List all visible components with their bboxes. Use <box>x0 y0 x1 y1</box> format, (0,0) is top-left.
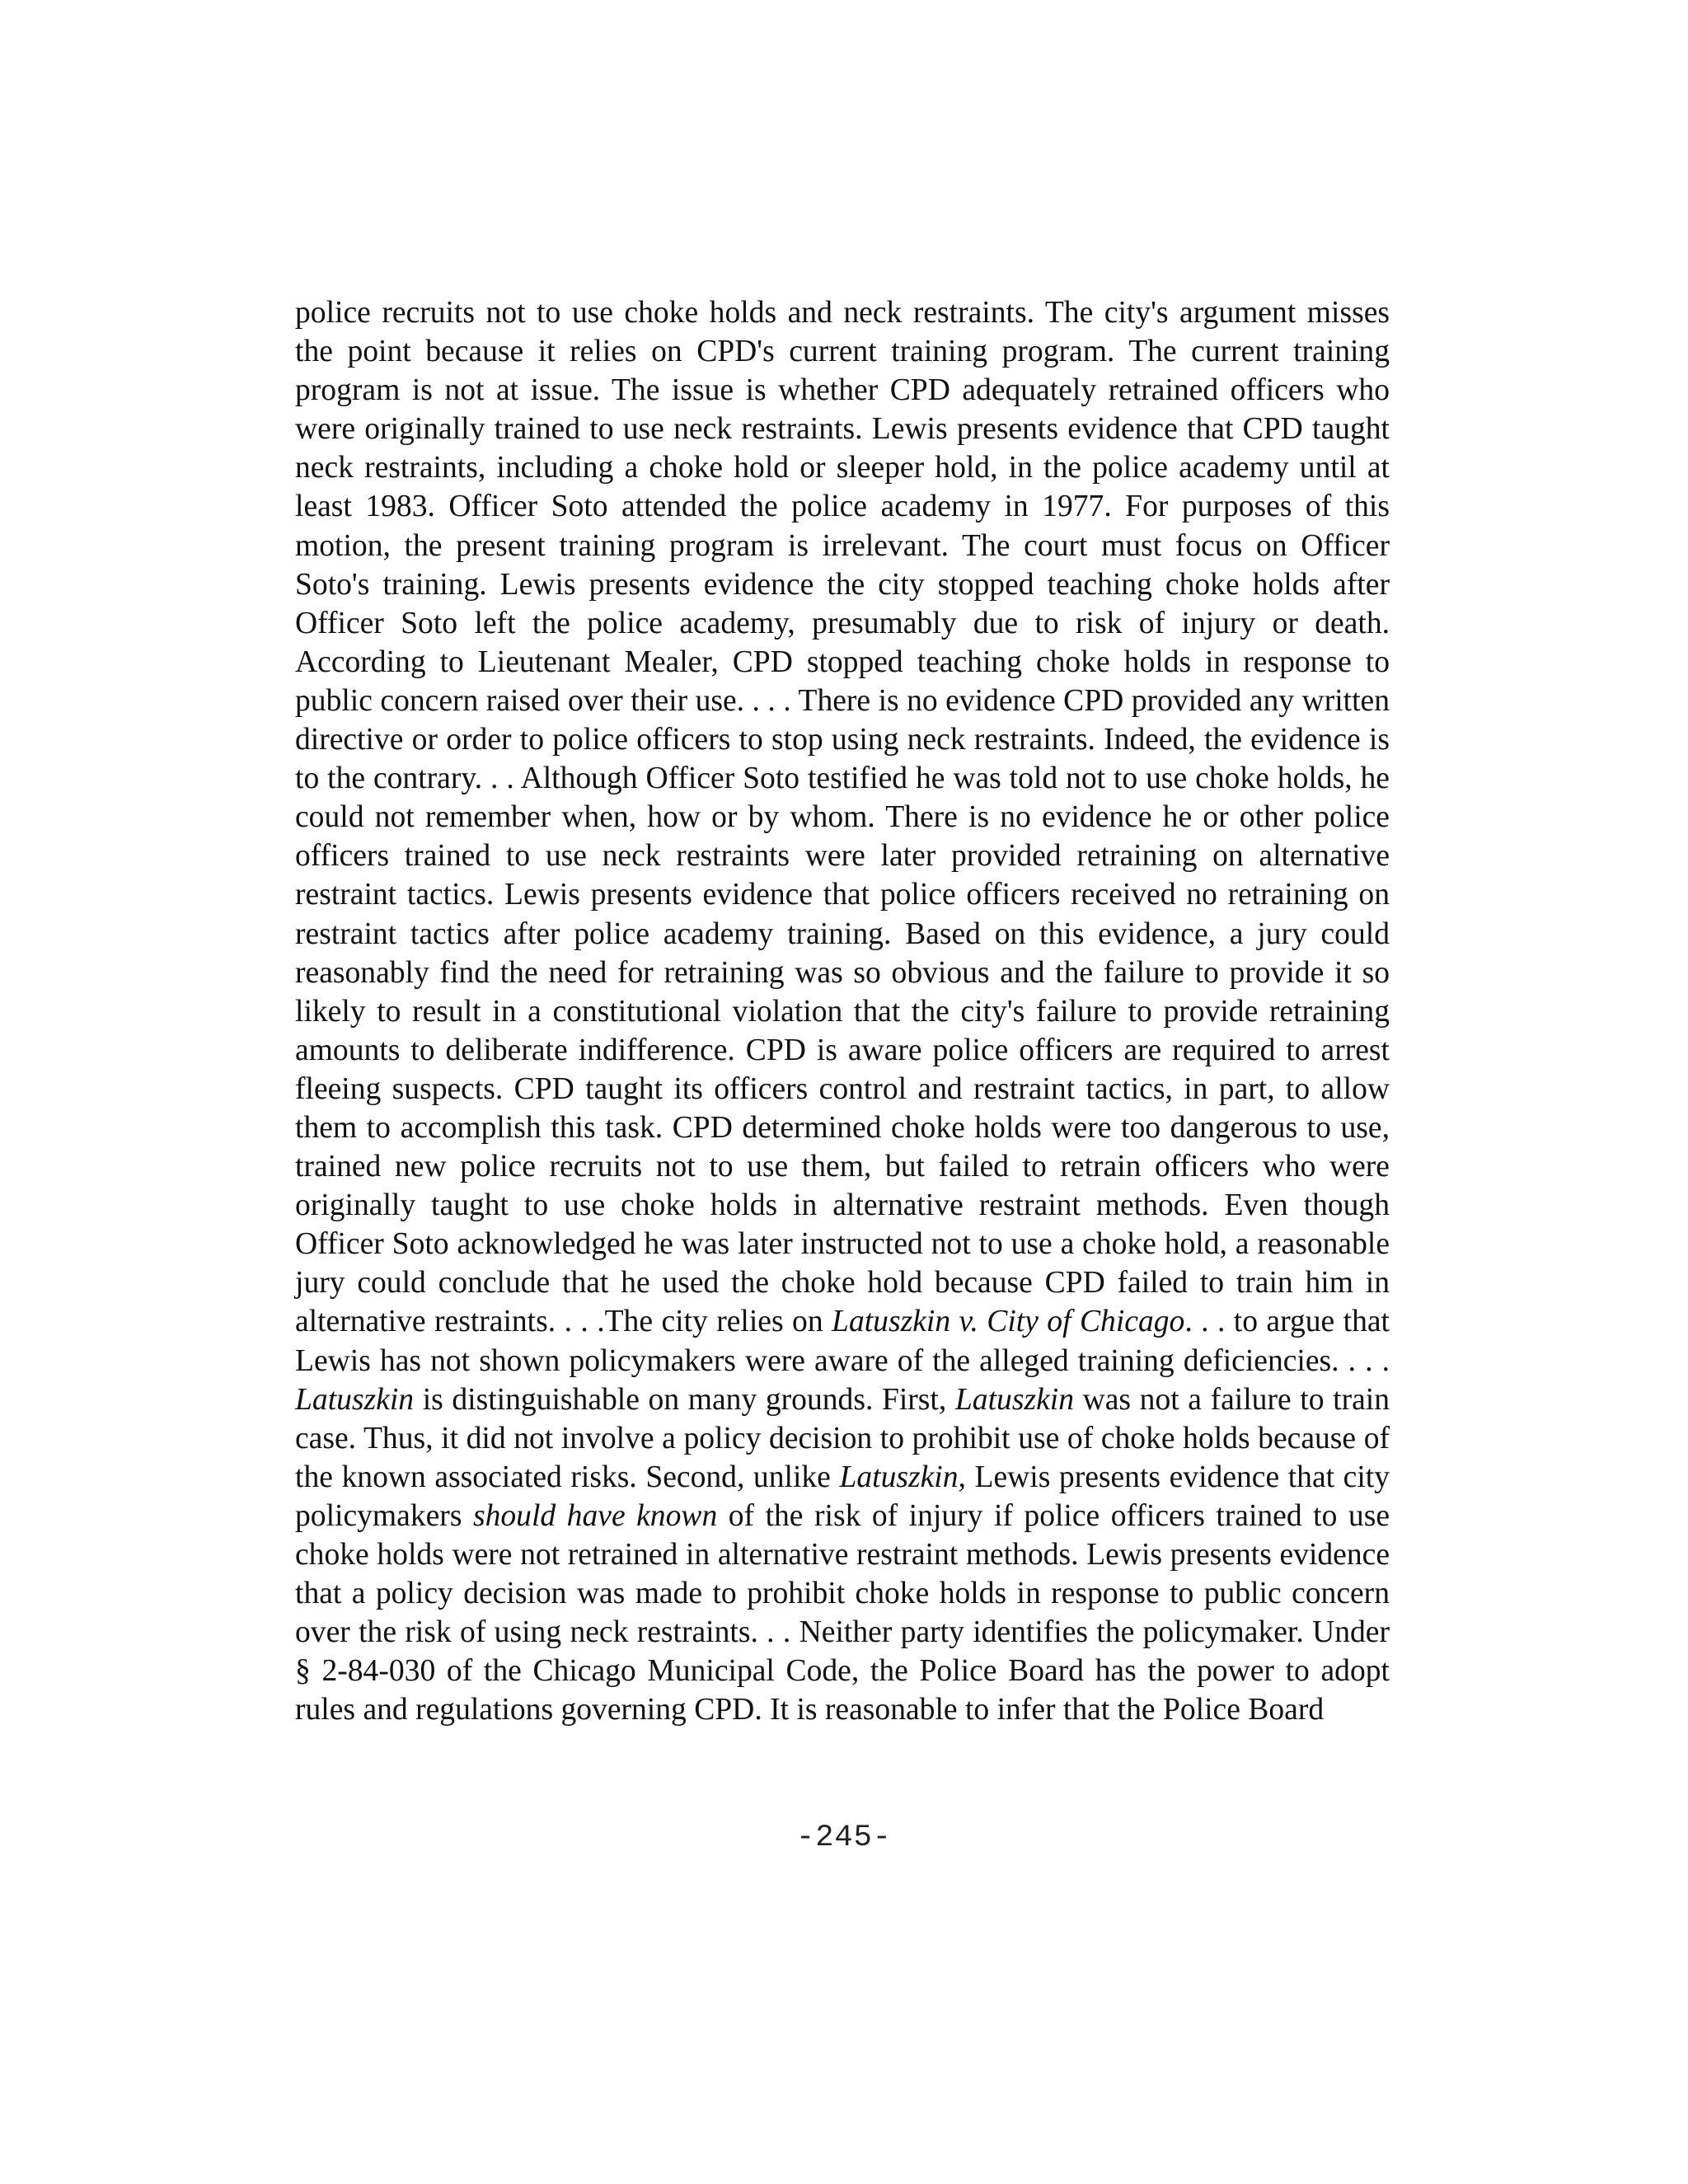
text-segment: of the risk of injury if police officers trained to use choke holds were not retrained in alternative restraint methods. Lewis presents evidence that a policy decision was made to prohibit choke holds in response to public concern over the risk of using neck restraints. . . Neither party identifies the policymaker. Under § 2-84-030 of the Chicago Municipal Code, the Police Board has the power to adopt rules and regulations governing CPD. It is reasonable to infer that the Police Board <box>295 1498 1390 1727</box>
text-segment: was not a failure to train case. Thus, it did not involve a policy decision to prohibit use of choke holds because of the known associated risks. Second, unlike <box>295 1382 1390 1494</box>
text-segment: police recruits not to use choke holds and neck restraints. The city's argument misses the point because it relies on CPD's current training program. The current training program is not at issue. The issue is whether CPD adequately retrained officers who were originally trained to use neck restraints. Lewis presents evidence that CPD taught neck restraints, including a choke hold or sleeper hold, in the police academy until at least 1983. Officer Soto attended the police academy in 1977. For purposes of this motion, the present training program is irrelevant. The court must focus on Officer Soto's training. Lewis presents evidence the city stopped teaching choke holds after Officer Soto left the police academy, presumably due to risk of injury or death. According to Lieutenant Mealer, CPD stopped teaching choke holds in response to public concern raised over their use. . . . There is no evidence CPD provided any written directive or order to police officers to stop using neck restraints. Indeed, the evidence is to the contrary. . . Although Officer Soto testified he was told not to use choke holds, he could not remember when, how or by whom. There is no evidence he or other police officers trained to use neck restraints were later provided retraining on alternative restraint tactics. Lewis presents evidence that police officers received no retraining on restraint tactics after police academy training. Based on this evidence, a jury could reasonably find the need for retraining was so obvious and the failure to provide it so likely to result in a constitutional violation that the city's failure to provide retraining amounts to deliberate indifference. CPD is aware police officers are required to arrest fleeing suspects. CPD taught its officers control and restraint tactics, in part, to allow them to accomplish this task. CPD determined choke holds were too dangerous to use, trained new police recruits not to use them, but failed to retrain officers who were originally taught to use choke holds in alternative restraint methods. Even though Officer Soto acknowledged he was later instructed not to use a choke hold, a reasonable jury could conclude that he used the choke hold because CPD failed to train him in alternative restraints. . . .The city relies on <box>295 296 1390 1339</box>
page-number: -245- <box>795 1821 893 1855</box>
text-segment: . . . to argue that Lewis has not shown policymakers were aware of the alleged training deficiencies. . . . <box>295 1305 1390 1378</box>
case-name-italic: Latuszkin <box>954 1382 1074 1417</box>
case-citation-italic: Latuszkin v. City of Chicago <box>832 1305 1185 1339</box>
case-name-italic: Latuszkin <box>295 1382 415 1417</box>
text-segment: Lewis presents evidence that city policymakers <box>295 1460 1390 1533</box>
text-segment: is distinguishable on many grounds. First, <box>414 1382 955 1417</box>
emphasis-italic: should have known <box>472 1498 718 1533</box>
case-name-italic: Latuszkin, <box>839 1460 966 1494</box>
body-paragraph <box>295 293 1390 1729</box>
